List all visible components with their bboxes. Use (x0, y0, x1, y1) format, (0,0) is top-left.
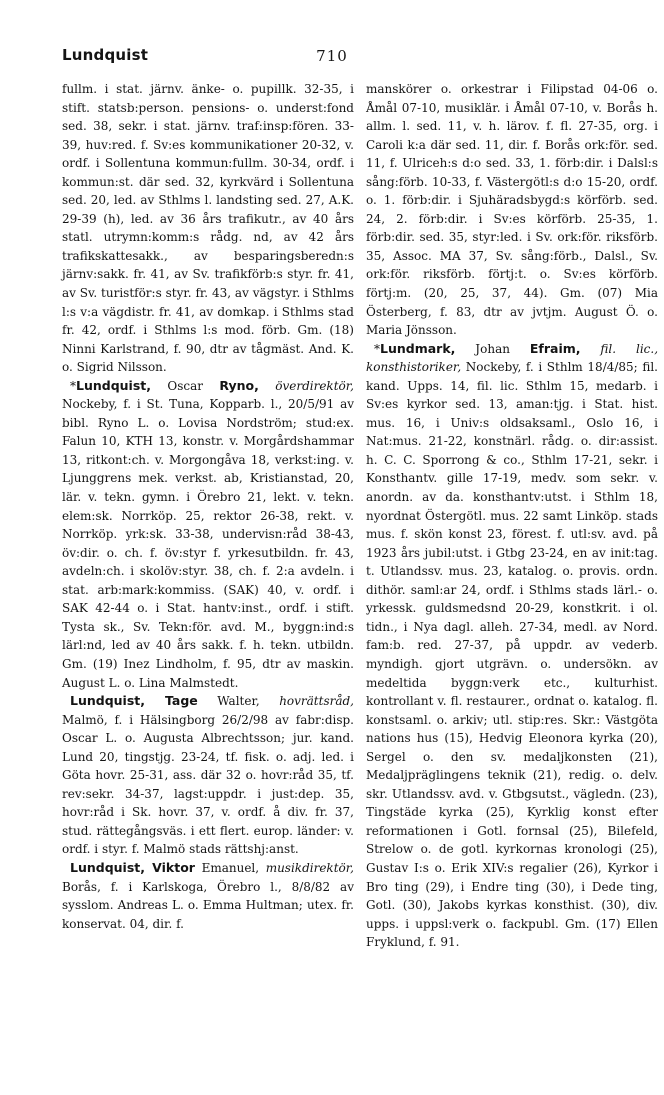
entry-lundquist-tage (62, 692, 354, 859)
entry-lundquist-ryno (62, 377, 354, 692)
entry-continuation: manskörer o. orkestrar i Filipstad 04-06 o. Åmål 07-10, musiklär. i Åmål 07-10, v. Borås h. allm. l. sed. 11, v. h. lärov. f. fl. 27-35, org. i Caroli k:a där sed. 11, dir. f. Borås ork:för. sed. 11, f. Ulriceh:s d:o sed. 33, 1. förb:dir. i Dalsl:s sång:förb. 10-33, f. Västergötl:s d:o 15-20, ordf. o. 1. förb:dir. i Sjuhäradsbygd:s körförb. sed. 24, 2. förb:dir. i Sv:es körförb. 25-35, 1. förb:dir. sed. 35, styr:led. i Sv. ork:för. riksförb. 35, Assoc. MA 37, Sv. sång:förb., Dalsl., Sv. ork:för. riksförb. förtj:t. o. Sv:es körförb. förtj:m. (20, 25, 37, 44). Gm. (07) Mia Österberg, f. 83, dtr av jvtjm. August Ö. o. Maria Jönsson. (366, 82, 658, 338)
entry-surname: Lundmark, (380, 340, 456, 356)
entry-body: Borås, f. i Karlskoga, Örebro l., 8/8/82 av sysslom. Andreas L. o. Emma Hultman; utex. fr. konservat. 04, dir. f. (62, 879, 354, 931)
page-number: 710 (316, 47, 348, 65)
left-column (62, 80, 354, 933)
entry-given-names: Johan (455, 341, 530, 356)
entry-title: hovrättsråd, (279, 694, 354, 709)
entry-title: fil. lic., konsthistoriker, (366, 341, 659, 375)
entry-body: Malmö, f. i Hälsingborg 26/2/98 av fabr:disp. Oscar L. o. Augusta Albrechtsson; jur. kand. Lund 20, tingstjg. 23-24, tf. fisk. o. adj. led. i Göta hovr. 25-31, ass. där 32 o. hovr:råd 35, tf. rev:sekr. 34-37, lagst:uppdr. i just:dep. 35, hovr:råd i Sk. hovr. 37, v. ordf. å div. fr. 37, stud. rättegångsväs. i ett flert. europ. länder: v. ordf. i styr. f. Malmö stads rättshj:anst. (62, 712, 354, 857)
entry-given-names: Emanuel, (194, 860, 266, 875)
entry-lundquist-viktor (62, 859, 354, 933)
entry-star: * (70, 378, 76, 393)
entry-title: överdirektör, (258, 378, 354, 393)
entry-continuation: fullm. i stat. järnv. änke- o. pupillk. 32-35, i stift. statsb:person. pensions- o. underst:fond sed. 38, sekr. i stat. järnv. traf:insp:fören. 33-39, huv:red. f. Sv:es kommunikationer 20-32, v. ordf. i Sollentuna kommun:fullm. 30-34, ordf. i kommun:st. där sed. 32, kyrkvärd i Sollentuna sed. 20, led. av Sthlms l. landsting sed. 27, A.K. 29-39 (h), led. av 36 års trafikutr., av 40 års statl. utrymn:komm:s rådg. nd, av 42 års trafikskattesakk., av besparingsberedn:s järnv:sakk. fr. 41, av Sv. trafikförb:s styr. fr. 41, av Sv. turistför:s styr. fr. 43, av vägstyr. i Sthlms l:s v:a vägdistr. fr. 41, av domkap. i Sthlms stad fr. 42, ordf. i Sthlms l:s mod. förb. Gm. (18) Ninni Karlstrand, f. 90, dtr av tågmäst. And. K. o. Sigrid Nilsson. (62, 82, 354, 375)
entry-given-names: Walter, (197, 694, 280, 709)
entry-lundmark-efraim (366, 340, 658, 952)
entry-given-names: Oscar (151, 378, 220, 393)
entry-star: * (374, 341, 380, 356)
running-head: Lundquist (62, 46, 149, 64)
entry-body: Nockeby, f. i Sthlm 18/4/85; fil. kand. Upps. 14, fil. lic. Sthlm 15, medarb. i Sv:es kyrkor sed. 13, aman:tjg. i Stat. hist. mus. 16, i Univ:s oldsaksaml., Oslo 16, i Nat:mus. 21-22, konstnärl. rådg. o. dir:assist. h. C. C. Sporrong & co., Sthlm 17-21, sekr. i Konsthantv. gille 17-19, medv. som sekr. v. anordn. av da. konsthantv:utst. i Sthlm 18, nyordnat Östergötl. mus. 22 samt Linköp. stads mus. f. skön konst 23, förest. f. utl:sv. avd. på 1923 års jubil:utst. i Gtbg 23-24, en av init:tag. t. Utlandssv. mus. 23, katalog. o. provis. ordn. dithör. saml:ar 24, ordf. i Sthlms stads lärl.- o. yrkessk. guldsmedsnd 20-29, konstkrit. i ol. tidn., i Nya dagl. alleh. 27-34, medl. av Nord. fam:b. red. 27-37, på uppdr. av vederb. myndigh. gjort utgrävn. o. undersökn. av medeltida byggn:verk etc., kulturhist. kontrollant v. fl. restaurer., ordnat o. katalog. fl. konstsaml. o. arkiv; utl. stip:res. Skr.: Västgöta nations hus (15), Hedvig Eleonora kyrka (20), Sergel o. den sv. medaljkonsten (21), Medaljpräglingens teknik (21), redig. o. delv. skr. Utlandssv. avd. v. Gtbgsutst., vägledn. (23), Tingstäde kyrka (25), Kyrklig konst efter reformationen i Gotl. fornsal (25), Bilefeld, Strelow o. de gotl. kyrkornas kronologi (25), Gustav I:s o. Erik XIV:s regalier (26), Kyrkor i Bro ting (29), i Endre ting (30), i Dede ting, Gotl. (30), Jakobs kyrkas konsthist. (30), div. upps. i uppsl:verk o. fackpubl. Gm. (17) Ellen Fryklund, f. 91. (366, 360, 658, 950)
right-column (366, 80, 658, 952)
entry-body: Nockeby, f. i St. Tuna, Kopparb. l., 20/5/91 av bibl. Ryno L. o. Lovisa Nordström; stud:ex. Falun 10, KTH 13, konstr. v. Morgårdshammar 13, ritkont:ch. v. Morgongåva 18, verkst:ing. v. Ljunggrens mek. verkst. ab, Kristianstad, 20, lär. v. tekn. gymn. i Örebro 21, lekt. v. tekn. elem:sk. Norrköp. 25, rektor 26-38, rekt. v. Norrköp. yrk:sk. 33-38, undervisn:råd 38-43, öv:dir. o. ch. f. öv:styr f. yrkesutbildn. fr. 43, avdeln:ch. i skolöv:styr. 38, ch. f. 2:a avdeln. i stat. arb:mark:kommiss. (SAK) 40, v. ordf. i SAK 42-44 o. i Stat. hantv:inst., ordf. i stift. Tysta sk., Sv. Tekn:för. avd. M., byggn:ind:s lärl:nd, led av 40 års sakk. f. h. tekn. utbildn. Gm. (19) Inez Lindholm, f. 95, dtr av maskin. August L. o. Lina Malmstedt. (62, 397, 354, 690)
entry-called-name: Ryno, (219, 377, 259, 393)
entry-called-name: Efraim, (529, 340, 581, 356)
entry-surname: Lundquist, Viktor (70, 859, 195, 875)
entry-surname: Lundquist, (76, 377, 152, 393)
entry-title: musikdirektör, (265, 860, 354, 875)
entry-surname: Lundquist, Tage (70, 693, 198, 709)
